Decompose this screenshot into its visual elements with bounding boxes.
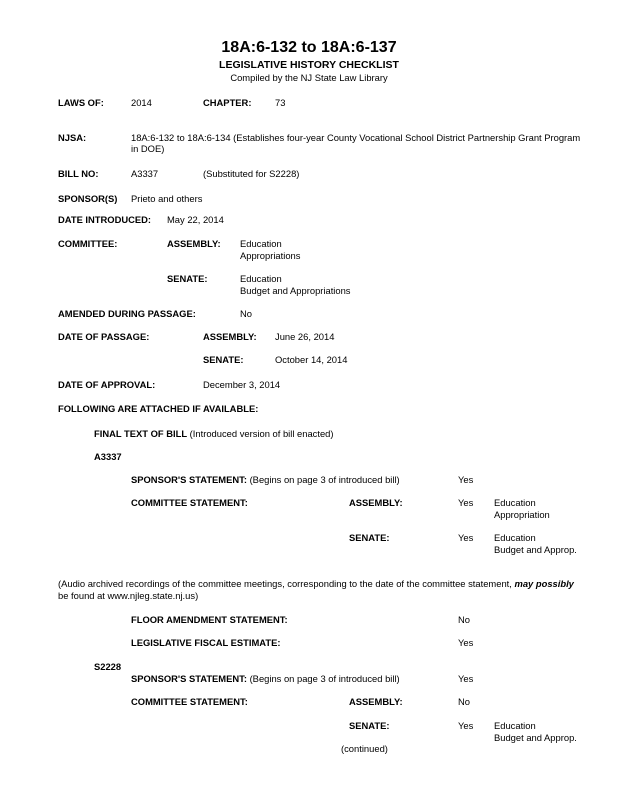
a3337-assembly-committee-1: Education bbox=[494, 497, 536, 508]
njsa-line2: in DOE) bbox=[131, 143, 165, 154]
a3337-senate-label: SENATE: bbox=[349, 532, 390, 543]
fiscal-estimate-label: LEGISLATIVE FISCAL ESTIMATE: bbox=[131, 637, 281, 648]
njsa-label: NJSA: bbox=[58, 132, 87, 143]
final-text-note: (Introduced version of bill enacted) bbox=[189, 428, 334, 439]
s2228-sponsor-label: SPONSOR'S STATEMENT: bbox=[131, 673, 247, 684]
final-text-row bbox=[94, 428, 334, 439]
laws-of-label: LAWS OF: bbox=[58, 97, 104, 108]
a3337-senate-value: Yes bbox=[458, 532, 474, 543]
committee-label: COMMITTEE: bbox=[58, 238, 118, 249]
bill-no-note: (Substituted for S2228) bbox=[203, 168, 300, 179]
bill-no-label: BILL NO: bbox=[58, 168, 99, 179]
fiscal-estimate-value: Yes bbox=[458, 637, 474, 648]
chapter-value: 73 bbox=[275, 97, 286, 108]
s2228-senate-label: SENATE: bbox=[349, 720, 390, 731]
amended-label: AMENDED DURING PASSAGE: bbox=[58, 308, 196, 319]
s2228-sponsor-value: Yes bbox=[458, 673, 474, 684]
floor-amendment-value: No bbox=[458, 614, 470, 625]
a3337-sponsor-value: Yes bbox=[458, 474, 474, 485]
a3337-sponsor-label: SPONSOR'S STATEMENT: bbox=[131, 474, 247, 485]
a3337-sponsor-row bbox=[131, 474, 400, 485]
final-text-label: FINAL TEXT OF BILL bbox=[94, 428, 188, 439]
amended-value: No bbox=[240, 308, 252, 319]
committee-senate-line2: Budget and Appropriations bbox=[240, 285, 351, 296]
page-subtitle: LEGISLATIVE HISTORY CHECKLIST bbox=[219, 59, 399, 71]
s2228-sponsor-note: (Begins on page 3 of introduced bill) bbox=[249, 673, 400, 684]
approval-label: DATE OF APPROVAL: bbox=[58, 379, 156, 390]
chapter-label: CHAPTER: bbox=[203, 97, 252, 108]
a3337-bill-heading: A3337 bbox=[94, 451, 122, 462]
s2228-senate-committee-2: Budget and Approp. bbox=[494, 732, 577, 743]
s2228-committee-label: COMMITTEE STATEMENT: bbox=[131, 696, 248, 707]
sponsors-label: SPONSOR(S) bbox=[58, 193, 118, 204]
a3337-committee-label: COMMITTEE STATEMENT: bbox=[131, 497, 248, 508]
a3337-sponsor-note: (Begins on page 3 of introduced bill) bbox=[249, 474, 400, 485]
compiled-by: Compiled by the NJ State Law Library bbox=[230, 72, 388, 83]
committee-senate-line1: Education bbox=[240, 273, 282, 284]
approval-value: December 3, 2014 bbox=[203, 379, 281, 390]
audio-note-text: (Audio archived recordings of the committee meetings, corresponding to the date of the committee statement, bbox=[58, 578, 515, 589]
a3337-assembly-value: Yes bbox=[458, 497, 474, 508]
s2228-assembly-label: ASSEMBLY: bbox=[349, 696, 403, 707]
attached-heading: FOLLOWING ARE ATTACHED IF AVAILABLE: bbox=[58, 403, 259, 414]
committee-assembly-line2: Appropriations bbox=[240, 250, 301, 261]
floor-amendment-label: FLOOR AMENDMENT STATEMENT: bbox=[131, 614, 288, 625]
s2228-assembly-value: No bbox=[458, 696, 470, 707]
laws-of-value: 2014 bbox=[131, 97, 152, 108]
s2228-bill-heading: S2228 bbox=[94, 661, 122, 672]
a3337-assembly-committee-2: Appropriation bbox=[494, 509, 550, 520]
audio-note-line2: be found at www.njleg.state.nj.us) bbox=[58, 590, 199, 601]
committee-senate-label: SENATE: bbox=[167, 273, 208, 284]
sponsors-value: Prieto and others bbox=[131, 193, 203, 204]
audio-note-line1 bbox=[58, 578, 574, 589]
passage-label: DATE OF PASSAGE: bbox=[58, 331, 150, 342]
page-title: 18A:6-132 to 18A:6-137 bbox=[221, 39, 397, 56]
a3337-assembly-label: ASSEMBLY: bbox=[349, 497, 403, 508]
s2228-senate-value: Yes bbox=[458, 720, 474, 731]
passage-assembly-label: ASSEMBLY: bbox=[203, 331, 257, 342]
committee-assembly-line1: Education bbox=[240, 238, 282, 249]
audio-note-emphasis: may possibly bbox=[514, 578, 574, 589]
committee-assembly-label: ASSEMBLY: bbox=[167, 238, 221, 249]
date-introduced-label: DATE INTRODUCED: bbox=[58, 214, 152, 225]
a3337-senate-committee-2: Budget and Approp. bbox=[494, 544, 577, 555]
s2228-sponsor-row bbox=[131, 673, 400, 684]
njsa-line1: 18A:6-132 to 18A:6-134 (Establishes four-year County Vocational School District Partnership Grant Program bbox=[131, 132, 581, 143]
s2228-senate-committee-1: Education bbox=[494, 720, 536, 731]
continued-note: (continued) bbox=[341, 743, 388, 754]
bill-no-value: A3337 bbox=[131, 168, 159, 179]
a3337-senate-committee-1: Education bbox=[494, 532, 536, 543]
passage-assembly-value: June 26, 2014 bbox=[275, 331, 335, 342]
passage-senate-label: SENATE: bbox=[203, 354, 244, 365]
passage-senate-value: October 14, 2014 bbox=[275, 354, 348, 365]
date-introduced-value: May 22, 2014 bbox=[167, 214, 224, 225]
